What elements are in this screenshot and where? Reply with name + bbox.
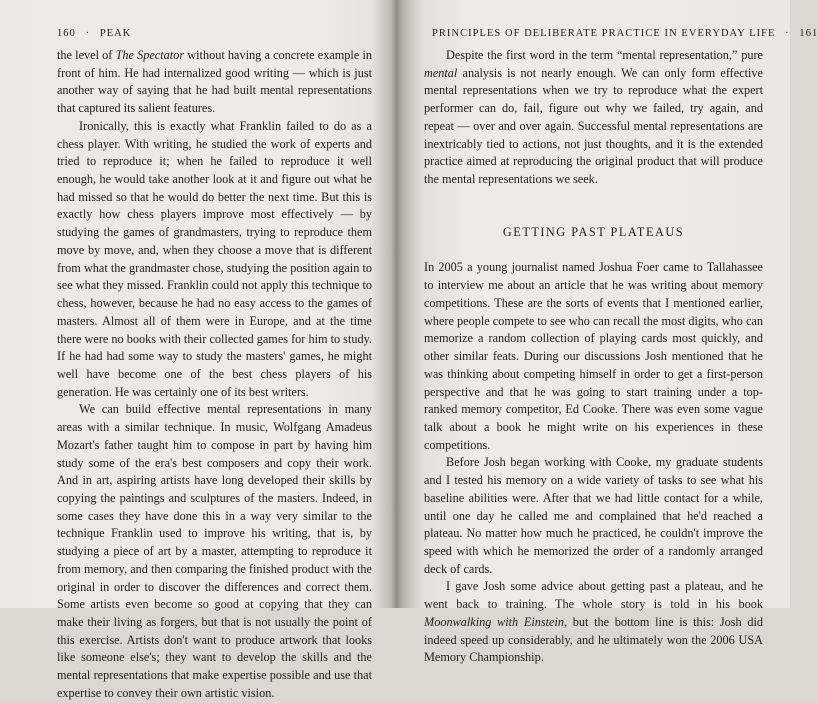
paragraph: Before Josh began working with Cooke, my graduate students and I tested his memory on a wide variety of tasks to see what his baseline abilities were. After that we had little contact for a while, until one day he called me and complained that he'd reached a plateau. No matter how much he practiced, he couldn't improve the speed with which he memorized the order of a randomly arranged deck of cards. <box>424 455 763 576</box>
left-header-separator: · <box>85 28 91 39</box>
left-page-number: 160 <box>57 28 76 39</box>
right-running-head: PRINCIPLES OF DELIBERATE PRACTICE IN EVERYDAY LIFE <box>432 28 776 39</box>
book-title-spectator: The Spectator <box>115 48 185 62</box>
paragraph: the level of The Spectator without having a concrete example in front of him. He had internalized good writing — which is just another way of saying that he had built mental representations that captured its salient features. <box>57 48 373 116</box>
paragraph: Ironically, this is exactly what Franklin failed to do as a chess player. With writing, he studied the work of experts and tried to reproduce it; when he failed to reproduce it well enough, he would take another look at it and figure out what he had missed so that he would do better the next time. But this is exactly how chess players improve most effectively — by studying the games of grandmasters, trying to reproduce them move by move, and, when they choose a move that is different from what the grandmaster chose, studying the position again to see what they missed. Franklin could not apply this technique to chess, however, because he had no easy access to the games of masters. Almost all of them were in Europe, and at the time there were no books with their collected games for him to study. If he had had some way to study the masters' games, he might well have become one of the best chess players of his generation. He was certainly one of its best writers. <box>57 118 372 399</box>
left-body-text <box>57 47 372 703</box>
paragraph: In 2005 a young journalist named Joshua Foer came to Tallahassee to interview me about an article that he was writing about memory competitions. These are the sorts of events that I mentioned earlier, where people compete to see who can recall the most digits, who can memorize a random collection of playing cards most quickly, and other similar feats. During our discussions Josh mentioned that he was thinking about competing himself in order to get a first-person perspective and that he was going to start training under a top-ranked memory competitor, Ed Cooke. There was even some vague talk about a book he might write on his experiences in these competitions. <box>424 260 763 452</box>
paragraph: We can build effective mental representations in many areas with a similar technique. In music, Wolfgang Amadeus Mozart's father taught him to compose in part by having him study some of the era's best composers and copy their work. And in art, aspiring artists have long developed their skills by copying the paintings and sculptures of the masters. Indeed, in some cases they have done this in a way very similar to the technique Franklin used to improve his writing, that is, by studying a piece of art by a master, attempting to reproduce it from memory, and then comparing the finished product with the original in order to discover the differences and correct them. Some artists even become so good at copying that they can make their living as forgers, but that is not usually the point of this exercise. Artists don't want to produce artwork that looks like someone else's; they want to develop the skills and the mental representations that make expertise possible and use that expertise to convey their own artistic vision. <box>57 402 372 700</box>
right-running-header <box>432 28 818 39</box>
paragraph: I gave Josh some advice about getting past a plateau, and he went back to training. The whole story is told in his book Moonwalking with Einstein, but the bottom line is this: Josh did indeed speed up considerably, and he ultimately won the 2006 USA Memory Championship. <box>424 579 763 665</box>
right-page-number: 161 <box>799 28 818 39</box>
emphasis-mental: mental <box>424 65 458 80</box>
section-heading: GETTING PAST PLATEAUS <box>502 224 685 239</box>
right-page <box>398 0 818 665</box>
left-page <box>0 0 392 700</box>
paragraph: Despite the first word in the term “mental representation,” pure mental analysis is not nearly enough. We can only form effective mental representations when we try to reproduce what the expert performer can do, fail, figure out why we failed, try again, and repeat — over and over again. Successful mental representations are inextricably tied to actions, not just thoughts, and it is the extended practice aimed at reproducing the original product that will produce the mental representations we seek. <box>424 48 763 187</box>
right-body-text <box>424 47 763 667</box>
left-running-header <box>57 28 131 39</box>
right-header-separator: · <box>785 28 790 39</box>
left-running-head: PEAK <box>99 28 132 39</box>
book-title-moonwalking: Moonwalking with Einstein, <box>424 614 568 629</box>
